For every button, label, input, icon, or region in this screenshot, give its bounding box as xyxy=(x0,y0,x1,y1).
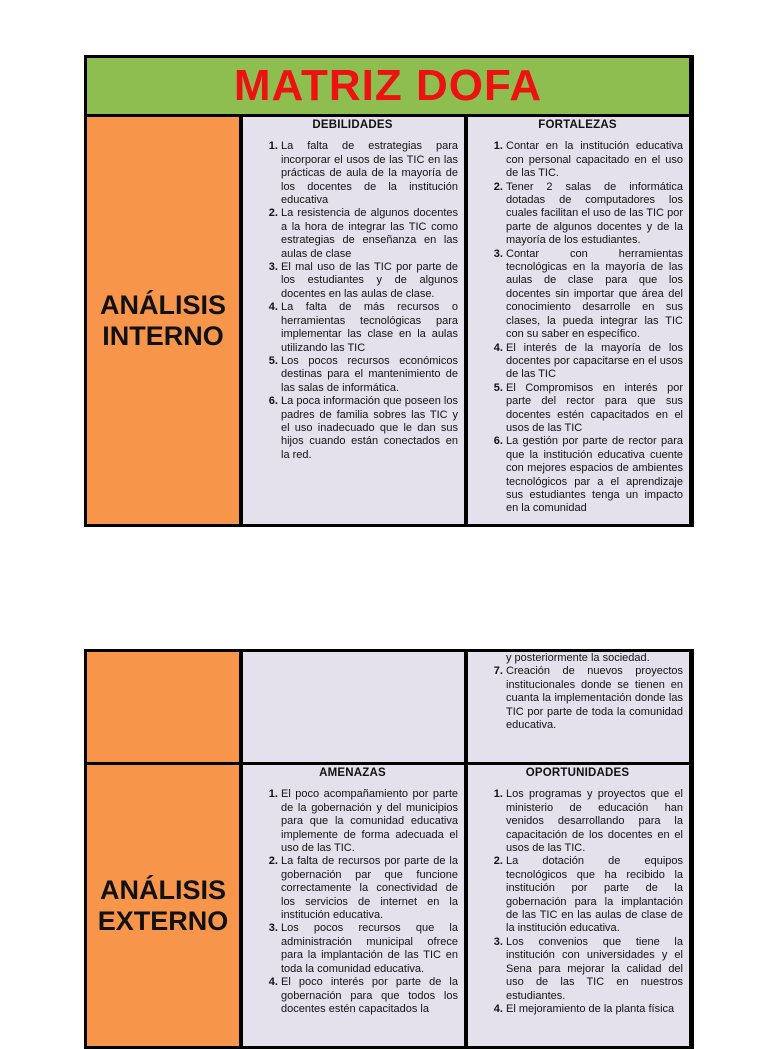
list-item: 1. Contar en la institución educativa con personal capacitado en el uso de las TIC. xyxy=(506,140,683,180)
list-item: 3. Los convenios que tiene la institución con universidades y el Sena para mejorar la calidad del uso de las TIC en nuestros estudiantes. xyxy=(506,936,683,1003)
list-item: 4. El interés de la mayoría de los docentes por capacitarse en el usos de las TIC xyxy=(506,342,683,382)
list-item: 3. El mal uso de las TIC por parte de los estudiantes y de algunos docentes en las aulas de clase. xyxy=(281,261,458,301)
internal-side-cell xyxy=(87,117,239,524)
dofa-matrix-internal xyxy=(84,55,694,527)
list-item: 5. Los pocos recursos económicos destinas para el mantenimiento de las salas de informática. xyxy=(281,355,458,395)
fortalezas-list xyxy=(472,140,683,515)
continuation-text: y posteriormente la sociedad. xyxy=(506,652,650,664)
list-item: 2. Tener 2 salas de informática dotadas de computadores los cuales facilitan el uso de las TIC por parte de algunos docentes y de la mayoría de los estudiantes. xyxy=(506,181,683,248)
amenazas-header: AMENAZAS xyxy=(319,767,386,779)
list-item: 6. La poca información que poseen los padres de familia sobres las TIC y el uso inadecuado que le dan sus hijos cuando están conectados en la red. xyxy=(281,395,458,462)
debilidades-header: DEBILIDADES xyxy=(312,119,393,131)
title-cell xyxy=(87,58,689,114)
list-item: 2. La resistencia de algunos docentes a la hora de integrar las TIC como estrategias de enseñanza en las aulas de clase xyxy=(281,207,458,261)
continuation-empty-cell xyxy=(243,652,464,762)
list-item: 1. La falta de estrategias para incorporar el usos de las TIC en las prácticas de aula de la mayoría de los docentes de la institución educativa xyxy=(281,140,458,207)
continuation-side-cell xyxy=(87,652,239,762)
list-item: 3. Los pocos recursos que la administración municipal ofrece para la implantación de las TIC en toda la comunidad educativa. xyxy=(281,922,458,976)
continuation-cell xyxy=(468,652,689,762)
list-item: 5. El Compromisos en interés por parte del rector para que sus docentes estén capacitados en el usos de las TIC xyxy=(506,382,683,436)
oportunidades-cell xyxy=(468,765,689,1046)
debilidades-cell xyxy=(243,117,464,524)
list-item: 7. Creación de nuevos proyectos institucionales donde se tienen en cuanta la implementación donde las TIC por parte de toda la comunidad educativa. xyxy=(506,665,683,732)
amenazas-list xyxy=(247,788,458,1016)
debilidades-list xyxy=(247,140,458,462)
list-item: 2. La dotación de equipos tecnológicos que ha recibido la institución por parte de la gobernación para la implantación de las TIC en las aulas de clase de la institución educativa. xyxy=(506,855,683,935)
list-item: 4. La falta de más recursos o herramientas tecnológicas para implementar las clase en la aulas utilizando las TIC xyxy=(281,301,458,355)
oportunidades-list xyxy=(472,788,683,1016)
amenazas-cell xyxy=(243,765,464,1046)
internal-side-label: ANÁLISIS INTERNO xyxy=(99,289,226,351)
list-item: 4. El poco interés por parte de la gobernación para que todos los docentes estén capacitados la xyxy=(281,976,458,1016)
oportunidades-header: OPORTUNIDADES xyxy=(525,767,630,779)
list-item: 3. Contar con herramientas tecnológicas en la mayoría de las aulas de clase para que los docentes sin importar que área del conocimiento desarrolle en sus clases, la pueda integrar las TIC con su saber en específico. xyxy=(506,248,683,342)
list-item: 1. El poco acompañamiento por parte de la gobernación y del municipios para que la comunidad educativa implemente de forma adecuada el uso de las TIC. xyxy=(281,788,458,855)
list-item: 4. El mejoramiento de la planta física xyxy=(506,1003,683,1016)
external-side-label: ANÁLISIS EXTERNO xyxy=(97,874,229,936)
fortalezas-cell xyxy=(468,117,689,524)
continuation-list xyxy=(472,665,683,732)
page-title: MATRIZ DOFA xyxy=(233,61,543,110)
list-item: 1. Los programas y proyectos que el ministerio de educación han venidos desarrollando para la capacitación de los docentes en el usos de las TIC. xyxy=(506,788,683,855)
dofa-matrix-external xyxy=(84,649,694,1049)
list-item: 6. La gestión por parte de rector para que la institución educativa cuente con mejores espacios de ambientes tecnológicos par a el aprendizaje sus estudiantes tenga un impacto en la comunidad xyxy=(506,435,683,515)
external-side-cell xyxy=(87,765,239,1046)
fortalezas-header: FORTALEZAS xyxy=(538,119,617,131)
list-item: 2. La falta de recursos por parte de la gobernación par que funcione correctamente la conectividad de los servicios de internet en la institución educativa. xyxy=(281,855,458,922)
